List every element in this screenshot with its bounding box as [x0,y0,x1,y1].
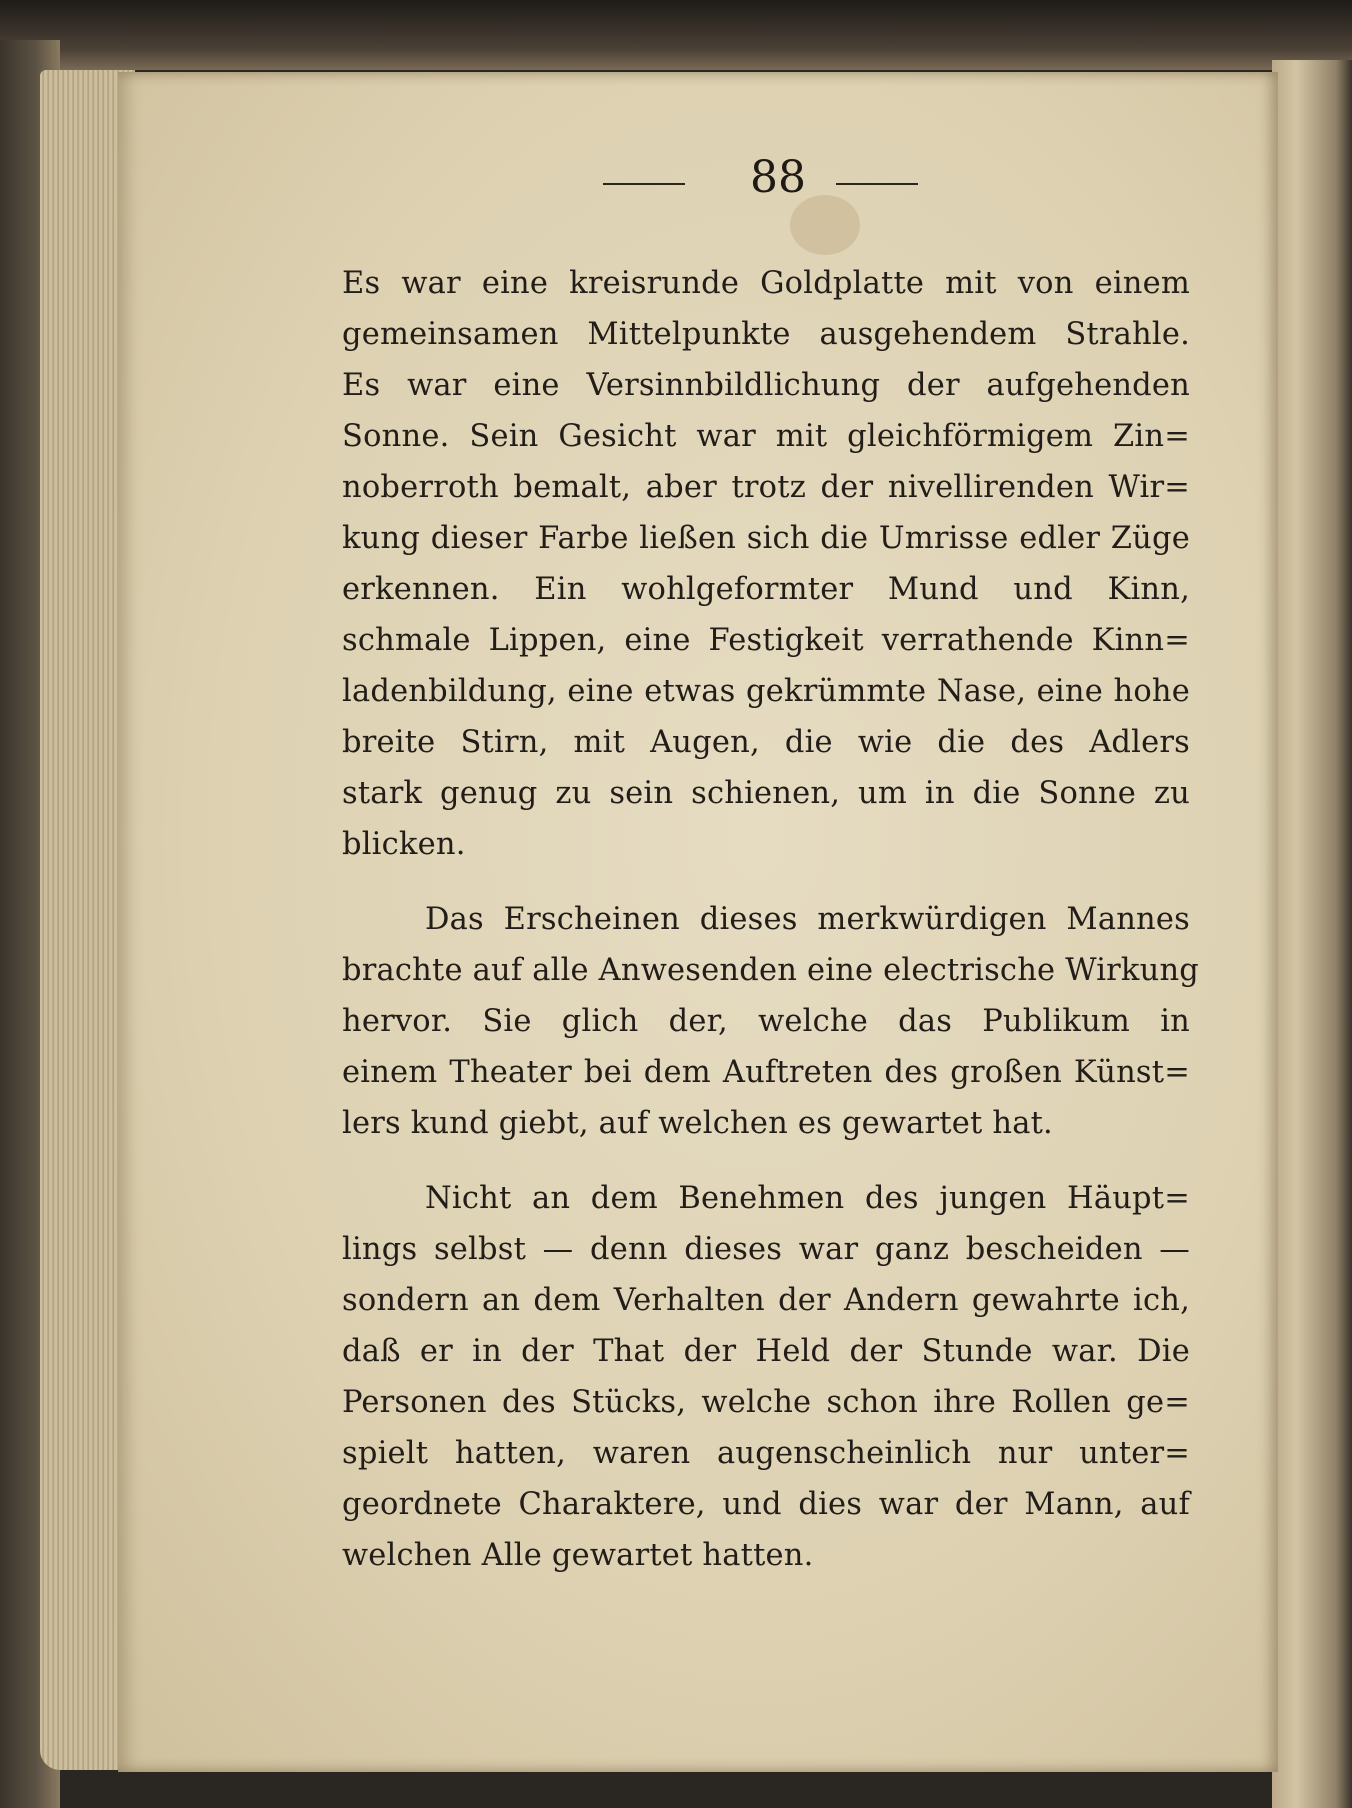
book-top-edge [0,0,1352,70]
text-line: lings selbst — denn dieses war ganz bescheiden — [342,1232,1190,1267]
text-line: sondern an dem Verhalten der Andern gewahrte ich, [342,1283,1190,1318]
text-line: spielt hatten, waren augenscheinlich nur unter= [342,1436,1190,1471]
text-line: erkennen. Ein wohlgeformter Mund und Kinn, [342,572,1190,607]
paragraph-3 [342,1173,1190,1581]
text-line: schmale Lippen, eine Festigkeit verrathende Kinn= [342,623,1190,658]
page-header [118,150,1278,210]
paragraph-gap [342,870,1190,894]
header-rule-right [836,183,918,185]
book-right-edge [1272,60,1352,1808]
text-line: einem Theater bei dem Auftreten des großen Künst= [342,1055,1190,1090]
header-rule-left [603,183,685,185]
text-line: hervor. Sie glich der, welche das Publikum in [342,1004,1190,1039]
text-line: brachte auf alle Anwesenden eine electrische Wirkung [342,953,1200,988]
body-text [342,258,1200,1581]
text-line: Personen des Stücks, welche schon ihre Rollen ge= [342,1385,1190,1420]
text-line: Es war eine Versinnbildlichung der aufgehenden [342,368,1190,403]
text-line: ladenbildung, eine etwas gekrümmte Nase, eine hohe [342,674,1190,709]
text-line: breite Stirn, mit Augen, die wie die des Adlers [342,725,1190,760]
text-line: Es war eine kreisrunde Goldplatte mit von einem [342,266,1190,301]
text-line: stark genug zu sein schienen, um in die Sonne zu [342,776,1190,811]
paragraph-gap [342,1149,1190,1173]
text-line: kung dieser Farbe ließen sich die Umrisse edler Züge [342,521,1190,556]
page-number: 88 [750,152,806,203]
text-line: gemeinsamen Mittelpunkte ausgehendem Strahle. [342,317,1190,352]
text-line: welchen Alle gewartet hatten. [342,1538,814,1573]
paragraph-2 [342,894,1200,1149]
text-line: Sonne. Sein Gesicht war mit gleichförmigem Zin= [342,419,1190,454]
text-line: geordnete Charaktere, und dies war der Mann, auf [342,1487,1190,1522]
text-line: blicken. [342,827,466,862]
text-line: lers kund giebt, auf welchen es gewartet hat. [342,1106,1053,1141]
paragraph-1 [342,258,1190,870]
text-line: daß er in der That der Held der Stunde war. Die [342,1334,1190,1369]
text-line: Nicht an dem Benehmen des jungen Häupt= [425,1181,1190,1216]
text-line: noberroth bemalt, aber trotz der nivellirenden Wir= [342,470,1190,505]
text-line: Das Erscheinen dieses merkwürdigen Mannes [425,902,1190,937]
